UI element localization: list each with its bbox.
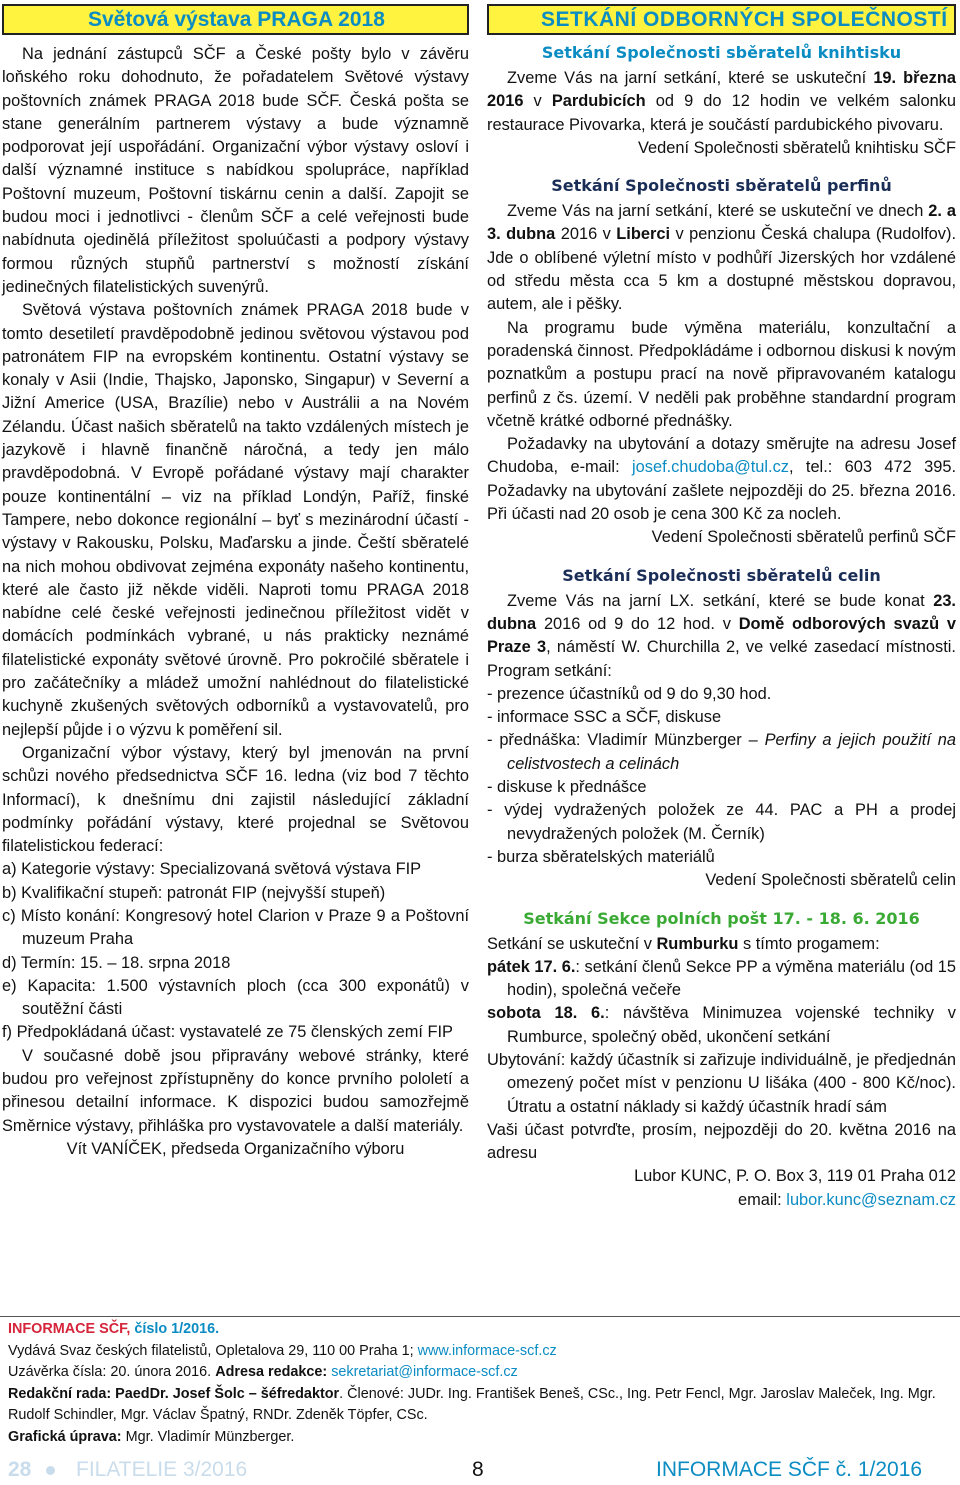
section-heading: Setkání Sekce polních pošt 17. - 18. 6. 2016 (523, 908, 920, 928)
section-heading: Setkání Společnosti sběratelů perfinů (551, 176, 892, 196)
text: od 9 do 12 hodin ve velkém salonku restaurace Pivovarka, která je součástí pardubického pivovaru. (487, 92, 956, 134)
section-signature: Vedení Společnosti sběratelů perfinů SČF (651, 528, 956, 547)
text: v penzionu Česká chalupa (Rudolfov). Jde o oblíbené výletní místo v podhůří Jizerských hor vzdálené od středu města cca 5 km a dostupné městskou dopravou, autem, ale i pěšky. (487, 225, 957, 314)
list-item (487, 956, 956, 1003)
paragraph: Světová výstava poštovních známek PRAGA 2018 bude v tomto desetiletí pravděpodobně jedinou světovou výstavou pod patronátem FIP na evropském kontinentu. Ostatní výstavy se konaly v Asii (Indie, Thajsko, Japonsko, Singapur) v Severní a Jižní Americe (USA, Brazílie) nebo v Austrálii a na Novém Zélandu. Účast našich sběratelů na takto vzdálených místech je jazykově i hlavně finančně náročná, a tedy jen málo pravděpodobná. V Evropě pořádané výstavy mají charakter pouze kontinentální – viz na příklad Londýn, Paříž, finské Tampere, nebo dokonce regionální – byť s mezinárodní účastí - výstavy v Rakousku, Polsku, Maďarsku a jinde. Čeští sběratelé na nich mohou obdivovat zejména exponáty našeho kontinentu, které ale často již někde viděli. Naproti tomu PRAGA 2018 nabídne celé české veřejnosti jedinečnou příležitost vidět v domácích podmínkách vybrané, u nás prakticky neznámé filatelistické exponáty světové úrovně. Pro pokročilé sběratele i pro začátečníky a mládež umožní nahlédnout do filatelistické kuchyně zkušených světových odborníků a vystavovatelů, pro nejlepší půjde i o výzvu k poměření sil. (2, 301, 469, 739)
text: , náměstí W. Churchilla 2, ve velké zasedací místnosti. Program setkání: (487, 638, 956, 680)
list-item (487, 729, 956, 776)
paragraph (487, 590, 956, 683)
program-list (487, 683, 956, 869)
conditions-list (2, 858, 469, 1044)
left-column-title: Světová výstava PRAGA 2018 (2, 4, 469, 35)
text: - přednáška: Vladimír Münzberger – (487, 731, 765, 750)
place: Rumburku (656, 934, 739, 953)
list-item: - výdej vydražených položek ze 44. PAC a PH a prodej nevydražených položek (M. Černík) (487, 801, 956, 843)
praga-article (2, 43, 469, 1161)
text: v (523, 92, 552, 111)
email-line (487, 1189, 956, 1212)
right-column-title: SETKÁNÍ ODBORNÝCH SPOLEČNOSTÍ (487, 4, 956, 35)
paragraph: Na jednání zástupců SČF a České pošty bylo v závěru loňského roku dohodnuto, že pořadatelem Světové výstavy poštovních známek PRAGA 2018 bude SČF. Česká pošta se stane generálním partnerem výstavy a bude významně podporovat její uspořádání. Organizační výbor výstavy osloví i další významné instituce s nabídkou spolupráce, například Poštovní muzeum, Poštovní tiskárnu cenin a další. Zapojit se budou moci i jednotlivci - členům SČF a celé veřejnosti bude nabídnuta ojedinělá příležitost spoluúčasti a podpory výstavy formou různých stupňů partnerství s možností získání jedinečných filatelistických suvenýrů. (2, 45, 469, 296)
day-label: pátek 17. 6. (487, 957, 576, 976)
label: Adresa redakce: (215, 1364, 332, 1380)
place: Domě odborových svazů v Praze 3 (487, 614, 956, 657)
text: s tímto progamem: (738, 934, 880, 953)
page-footer (0, 1452, 960, 1485)
list-item: - diskuse k přednášce (487, 778, 647, 797)
magazine-title: FILATELIE 3/2016 (76, 1458, 248, 1481)
label: Redakční rada: PaedDr. Josef Šolc – šéfredaktor (8, 1385, 340, 1402)
text: email: (738, 1190, 787, 1209)
text: Požadavky na ubytování a dotazy směrujte na adresu Josef Chudoba, e-mail: (487, 435, 956, 477)
date: 2. a 3. dubna (487, 202, 957, 244)
running-title: INFORMACE SČF č. 1/2016 (656, 1458, 923, 1481)
paragraph: Organizační výbor výstavy, který byl jmenován na první schůzi nového předsednictva SČF 16. ledna (viz bod 7 těchto Informací), k dnešnímu dni zajistil následující základní podmínky pořádání výstavy, které projednal se Světovou filatelistickou federací: (2, 743, 469, 856)
brand: INFORMACE SČF (8, 1321, 127, 1337)
list-item: b) Kvalifikační stupeň: patronát FIP (nejvyšší stupeň) (2, 883, 386, 902)
paragraph (487, 433, 956, 526)
list-item: c) Místo konání: Kongresový hotel Clarion v Praze 9 a Poštovní muzeum Praha (2, 906, 469, 949)
list-item: - informace SSC a SČF, diskuse (487, 708, 722, 727)
text: Setkání se uskuteční v (487, 934, 657, 953)
text: . Členové: JUDr. Ing. František Beneš, CSc., Ing. Petr Fencl, Mgr. Jaroslav Maleček, Ing. Mgr. Rudolf Schindler, Mgr. Václav Špatný, RNDr. Zdeněk Töpfer, CSc. (8, 1385, 936, 1423)
text: Mgr. Vladimír Münzberger. (121, 1428, 295, 1445)
email-link[interactable]: sekretariat@informace-scf.cz (331, 1364, 518, 1380)
place: Liberci (616, 225, 671, 244)
day-label: sobota 18. 6. (487, 1004, 605, 1023)
paragraph: V současné době jsou připravány webové stránky, které budou pro veřejnost zpřístupněny do konce prvního pololetí a přinesou detailní informace. K dispozici budou samozřejmě Směrnice výstavy, přihláška pro vystavovatele a další materiály. (2, 1046, 469, 1135)
list-item: - prezence účastníků od 9 do 9,30 hod. (487, 684, 772, 703)
list-item: a) Kategorie výstavy: Specializovaná světová výstava FIP (2, 860, 422, 879)
text: : návštěva Minimuzea vojenské techniky v Rumburce, společný oběd, ukončení setkání (507, 1004, 956, 1046)
bullet-icon (46, 1466, 55, 1475)
text: 2016 v (555, 225, 617, 244)
imprint-line (8, 1362, 952, 1384)
place: Pardubicích (551, 92, 646, 111)
lecture-title: Perfiny a jejich použití na celistvostech a celinách (507, 731, 957, 773)
imprint (0, 1316, 960, 1447)
text: Zveme Vás na jarní LX. setkání, které se bude konat (507, 591, 934, 610)
date: 23. dubna (487, 591, 956, 633)
page-number-left: 28 (8, 1458, 32, 1481)
address: Lubor KUNC, P. O. Box 3, 119 01 Praha 012 (634, 1167, 956, 1186)
section-signature: Vedení Společnosti sběratelů celin (705, 871, 956, 890)
email-link[interactable]: josef.chudoba@tul.cz (632, 458, 789, 477)
email-link[interactable]: lubor.kunc@seznam.cz (786, 1190, 956, 1209)
imprint-line (8, 1427, 952, 1449)
paragraph (487, 200, 956, 316)
section-heading: Setkání Společnosti sběratelů celin (562, 565, 881, 585)
list-item: - burza sběratelských materiálů (487, 847, 715, 866)
issue: číslo 1/2016. (134, 1321, 220, 1337)
list-item (487, 1002, 956, 1049)
imprint-line (8, 1319, 952, 1341)
text: , tel.: 603 472 395. Požadavky na ubytování zašlete nejpozději do 25. března 2016. Při účasti nad 20 osob je cena 300 Kč za nocleh. (487, 458, 956, 524)
text: Vydává Svaz českých filatelistů, Opletalova 29, 110 00 Praha 1; (8, 1342, 418, 1359)
list-item: d) Termín: 15. – 18. srpna 2018 (2, 953, 231, 972)
left-column (2, 4, 469, 1161)
web-link[interactable]: www.informace-scf.cz (417, 1342, 557, 1359)
list-item: f) Předpokládaná účast: vystavatelé ze 75 členských zemí FIP (2, 1023, 453, 1042)
text: Uzávěrka čísla: 20. února 2016. (8, 1364, 216, 1380)
meetings-article (487, 43, 956, 1212)
article-signature: Vít VANÍČEK, předseda Organizačního výboru (66, 1139, 405, 1158)
text: Zveme Vás na jarní setkání, které se uskuteční (507, 69, 874, 87)
list-item: Ubytování: každý účastník si zařizuje individuálně, je předjednán omezený počet míst v penzionu U lišáka (400 - 800 Kč/noc). Útratu a ostatní náklady si každý účastník hradí sám (487, 1050, 956, 1116)
paragraph: Na programu bude výměna materiálu, konzultační a poradenská činnost. Předpokládáme i odbornou diskusi k novým poznatkům a postupu prací na nově připravovaném katalogu perfinů z čs. území. V neděli pak proběhne standardní program včetně krátké odborné přednášky. (487, 318, 956, 430)
right-column (487, 4, 956, 1212)
page-number: 8 (472, 1458, 484, 1481)
text: , (126, 1321, 135, 1337)
imprint-line (8, 1341, 952, 1363)
list-item: e) Kapacita: 1.500 výstavních ploch (cca 300 exponátů) v soutěžní části (2, 976, 469, 1019)
section-heading: Setkání Společnosti sběratelů knihtisku (541, 43, 902, 62)
schedule-list (487, 956, 956, 1119)
imprint-line (8, 1384, 952, 1427)
label: Grafická úprava: (8, 1428, 122, 1445)
text: 2016 od 9 do 12 hod. v (536, 614, 739, 633)
paragraph: Vaši účast potvrďte, prosím, nejpozději do 20. května 2016 na adresu (487, 1120, 956, 1163)
text: Zveme Vás na jarní setkání, které se uskuteční ve dnech (507, 202, 929, 221)
text: : setkání členů Sekce PP a výměna materiálu (od 15 hodin), společná večeře (507, 957, 957, 1000)
section-signature: Vedení Společnosti sběratelů knihtisku SČF (638, 138, 956, 157)
paragraph (487, 67, 956, 137)
date: 19. března 2016 (487, 69, 956, 111)
paragraph (487, 933, 956, 956)
